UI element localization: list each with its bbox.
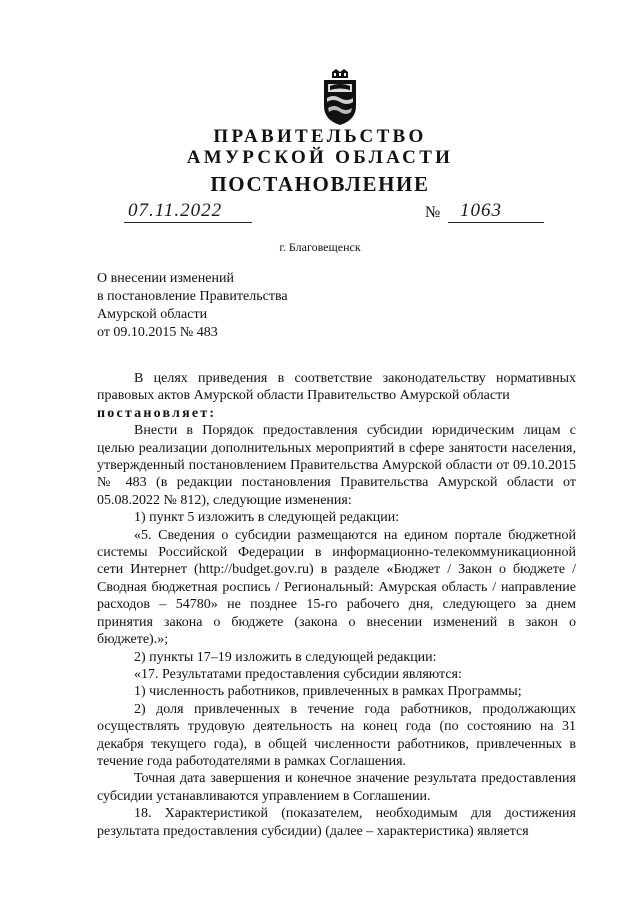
coat-of-arms-emblem (318, 68, 362, 126)
document-type-title: ПОСТАНОВЛЕНИЕ (210, 172, 430, 196)
subject-line: в постановление Правительства (97, 289, 288, 304)
resolves-keyword: постановляет: (97, 405, 217, 421)
result-2-paragraph: 2) доля привлеченных в течение года работников, продолжающих осуществлять трудовую деятельность на конец года (по состоянию на 31 декабря текущего года), в общей численности работников, привлеченных в течение года работодателями в рамках Соглашения. (97, 701, 576, 769)
subject-line: О внесении изменений (97, 271, 234, 286)
date-underline (124, 222, 252, 223)
item-1-paragraph: 1) пункт 5 изложить в следующей редакции: (134, 510, 400, 526)
subject-line: от 09.10.2015 № 483 (97, 325, 218, 340)
number-underline (448, 222, 544, 223)
completion-date-paragraph: Точная дата завершения и конечное значение результата предоставления субсидии устанавливаются управлением в Соглашении. (97, 771, 576, 804)
region-title: АМУРСКОЙ ОБЛАСТИ (186, 147, 454, 168)
city: г. Благовещенск (279, 240, 361, 254)
handwritten-number: 1063 (460, 200, 502, 221)
result-1-paragraph: 1) численность работников, привлеченных в рамках Программы; (134, 684, 522, 700)
government-title: ПРАВИТЕЛЬСТВО (213, 126, 427, 147)
number-label: № (425, 204, 441, 221)
clause-17-paragraph: «17. Результатами предоставления субсидии являются: (134, 666, 462, 682)
item-2-paragraph: 2) пункты 17–19 изложить в следующей редакции: (134, 649, 437, 665)
clause-18-paragraph: 18. Характеристикой (показателем, необходимым для достижения результата предоставления субсидии) (далее – характеристика) является (97, 806, 576, 839)
document-body (97, 370, 576, 840)
clause-5-paragraph: «5. Сведения о субсидии размещаются на едином портале бюджетной системы Российской Федерации в информационно-телекоммуникационной сети Интернет (http://budget.gov.ru) в разделе «Бюджет / Закон о бюджете / Сводная бюджетная роспись / Региональный: Амурская область / направление расходов – 54780» не позднее 15-го рабочего дня, следующего за днем принятия закона о бюджете (закона о внесении изменений в закон о бюджете).»; (97, 527, 576, 648)
subject-block (97, 270, 288, 342)
amendment-paragraph: Внести в Порядок предоставления субсидии юридическим лицам с целью реализации дополнительных мероприятий в сфере занятости населения, утвержденный постановлением Правительства Амурской области от 09.10.2015 № 483 (в редакции постановления Правительства Амурской области от 05.08.2022 № 812), следующие изменения: (97, 423, 576, 508)
handwritten-date: 07.11.2022 (128, 200, 223, 221)
subject-line: Амурской области (97, 307, 208, 322)
preamble-paragraph: В целях приведения в соответствие законодательству нормативных правовых актов Амурской области Правительство Амурской области (97, 371, 576, 404)
